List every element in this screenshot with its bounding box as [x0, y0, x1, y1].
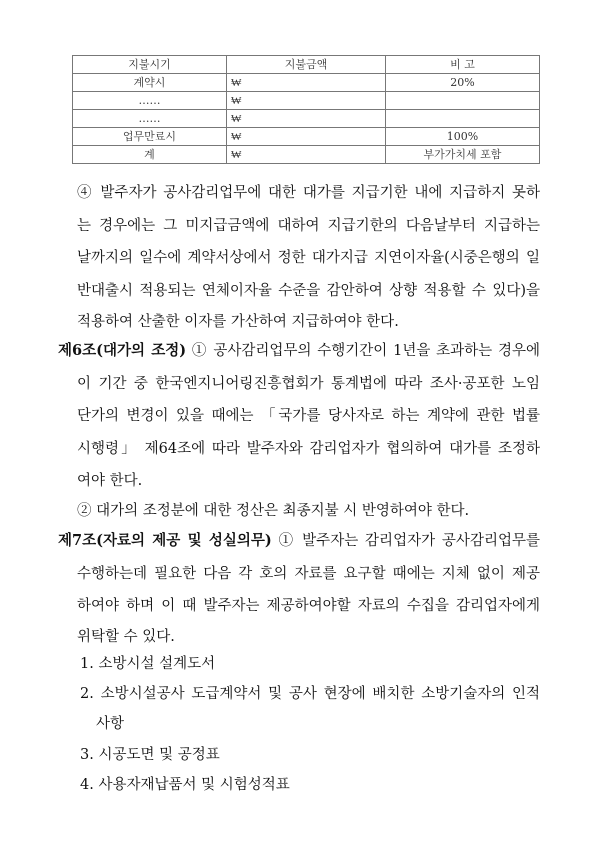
paragraph-line: 날까지의 일수에 계약서상에서 정한 대가지급 지연이자율(시중은행의 일	[77, 250, 540, 266]
paragraph-line: 단가의 변경이 있을 때에는 「국가를 당사자로 하는 계약에 관한 법률	[77, 408, 540, 424]
table-cell: ₩	[227, 74, 386, 92]
paragraph-line: ① 발주자는 감리업자가 공사감리업무를	[271, 533, 540, 549]
paragraph-line: 는 경우에는 그 미지급금액에 대하여 지급기한의 다음날부터 지급하는	[77, 218, 540, 234]
table-cell: ₩	[227, 146, 386, 164]
table-cell: 업무만료시	[73, 128, 227, 146]
table-row	[73, 110, 540, 128]
list-item: 2. 소방시설공사 도급계약서 및 공사 현장에 배치한 소방기술자의 인적	[80, 686, 540, 702]
article-7-title: 제7조(자료의 제공 및 성실의무)	[58, 532, 272, 549]
table-cell: ₩	[227, 128, 386, 146]
table-row	[73, 146, 540, 164]
paragraph-line: 하여야 하며 이 때 발주자는 제공하여야할 자료의 수집을 감리업자에게	[77, 598, 540, 614]
table-cell	[386, 92, 540, 110]
table-header: 비 고	[386, 56, 540, 74]
list-item-continuation: 사항	[96, 716, 125, 732]
paragraph-line: 이 기간 중 한국엔지니어링진흥협회가 통계법에 따라 조사·공포한 노임	[77, 376, 540, 392]
article-7-first-line	[58, 531, 540, 551]
article-6-first-line	[58, 341, 540, 361]
table-header-row	[73, 56, 540, 74]
table-cell: 계약시	[73, 74, 227, 92]
paragraph-line: 위탁할 수 있다.	[77, 629, 175, 645]
list-item: 4. 사용자재납품서 및 시험성적표	[80, 777, 290, 793]
table-cell	[386, 110, 540, 128]
payment-schedule-table	[72, 55, 540, 164]
article-6-title: 제6조(대가의 조정)	[58, 342, 187, 359]
table-header: 지불시기	[73, 56, 227, 74]
paragraph-line: 여야 한다.	[77, 473, 143, 489]
table-row	[73, 74, 540, 92]
paragraph-line: 적용하여 산출한 이자를 가산하여 지급하여야 한다.	[77, 314, 399, 330]
table-row	[73, 92, 540, 110]
table-cell: ……	[73, 110, 227, 128]
paragraph-line: ④ 발주자가 공사감리업무에 대한 대가를 지급기한 내에 지급하지 못하	[77, 185, 540, 201]
table-cell: ₩	[227, 110, 386, 128]
table-cell: 계	[73, 146, 227, 164]
table-cell: 100%	[386, 128, 540, 146]
table-cell: ₩	[227, 92, 386, 110]
table-cell: 부가가치세 포함	[386, 146, 540, 164]
paragraph-line: 반대출시 적용되는 연체이자율 수준을 감안하여 상향 적용할 수 있다)을	[77, 283, 540, 299]
list-item: 3. 시공도면 및 공정표	[80, 747, 220, 763]
paragraph-line: ① 공사감리업무의 수행기간이 1년을 초과하는 경우에	[186, 343, 540, 359]
table-cell: ……	[73, 92, 227, 110]
paragraph-line: 수행하는데 필요한 다음 각 호의 자료를 요구할 때에는 지체 없이 제공	[77, 566, 540, 582]
table-header: 지불금액	[227, 56, 386, 74]
paragraph-line: 시행령」 제64조에 따라 발주자와 감리업자가 협의하여 대가를 조정하	[77, 441, 540, 457]
paragraph-line: ② 대가의 조정분에 대한 정산은 최종지불 시 반영하여야 한다.	[77, 503, 470, 519]
table-cell: 20%	[386, 74, 540, 92]
table-row	[73, 128, 540, 146]
list-item: 1. 소방시설 설계도서	[80, 656, 216, 672]
